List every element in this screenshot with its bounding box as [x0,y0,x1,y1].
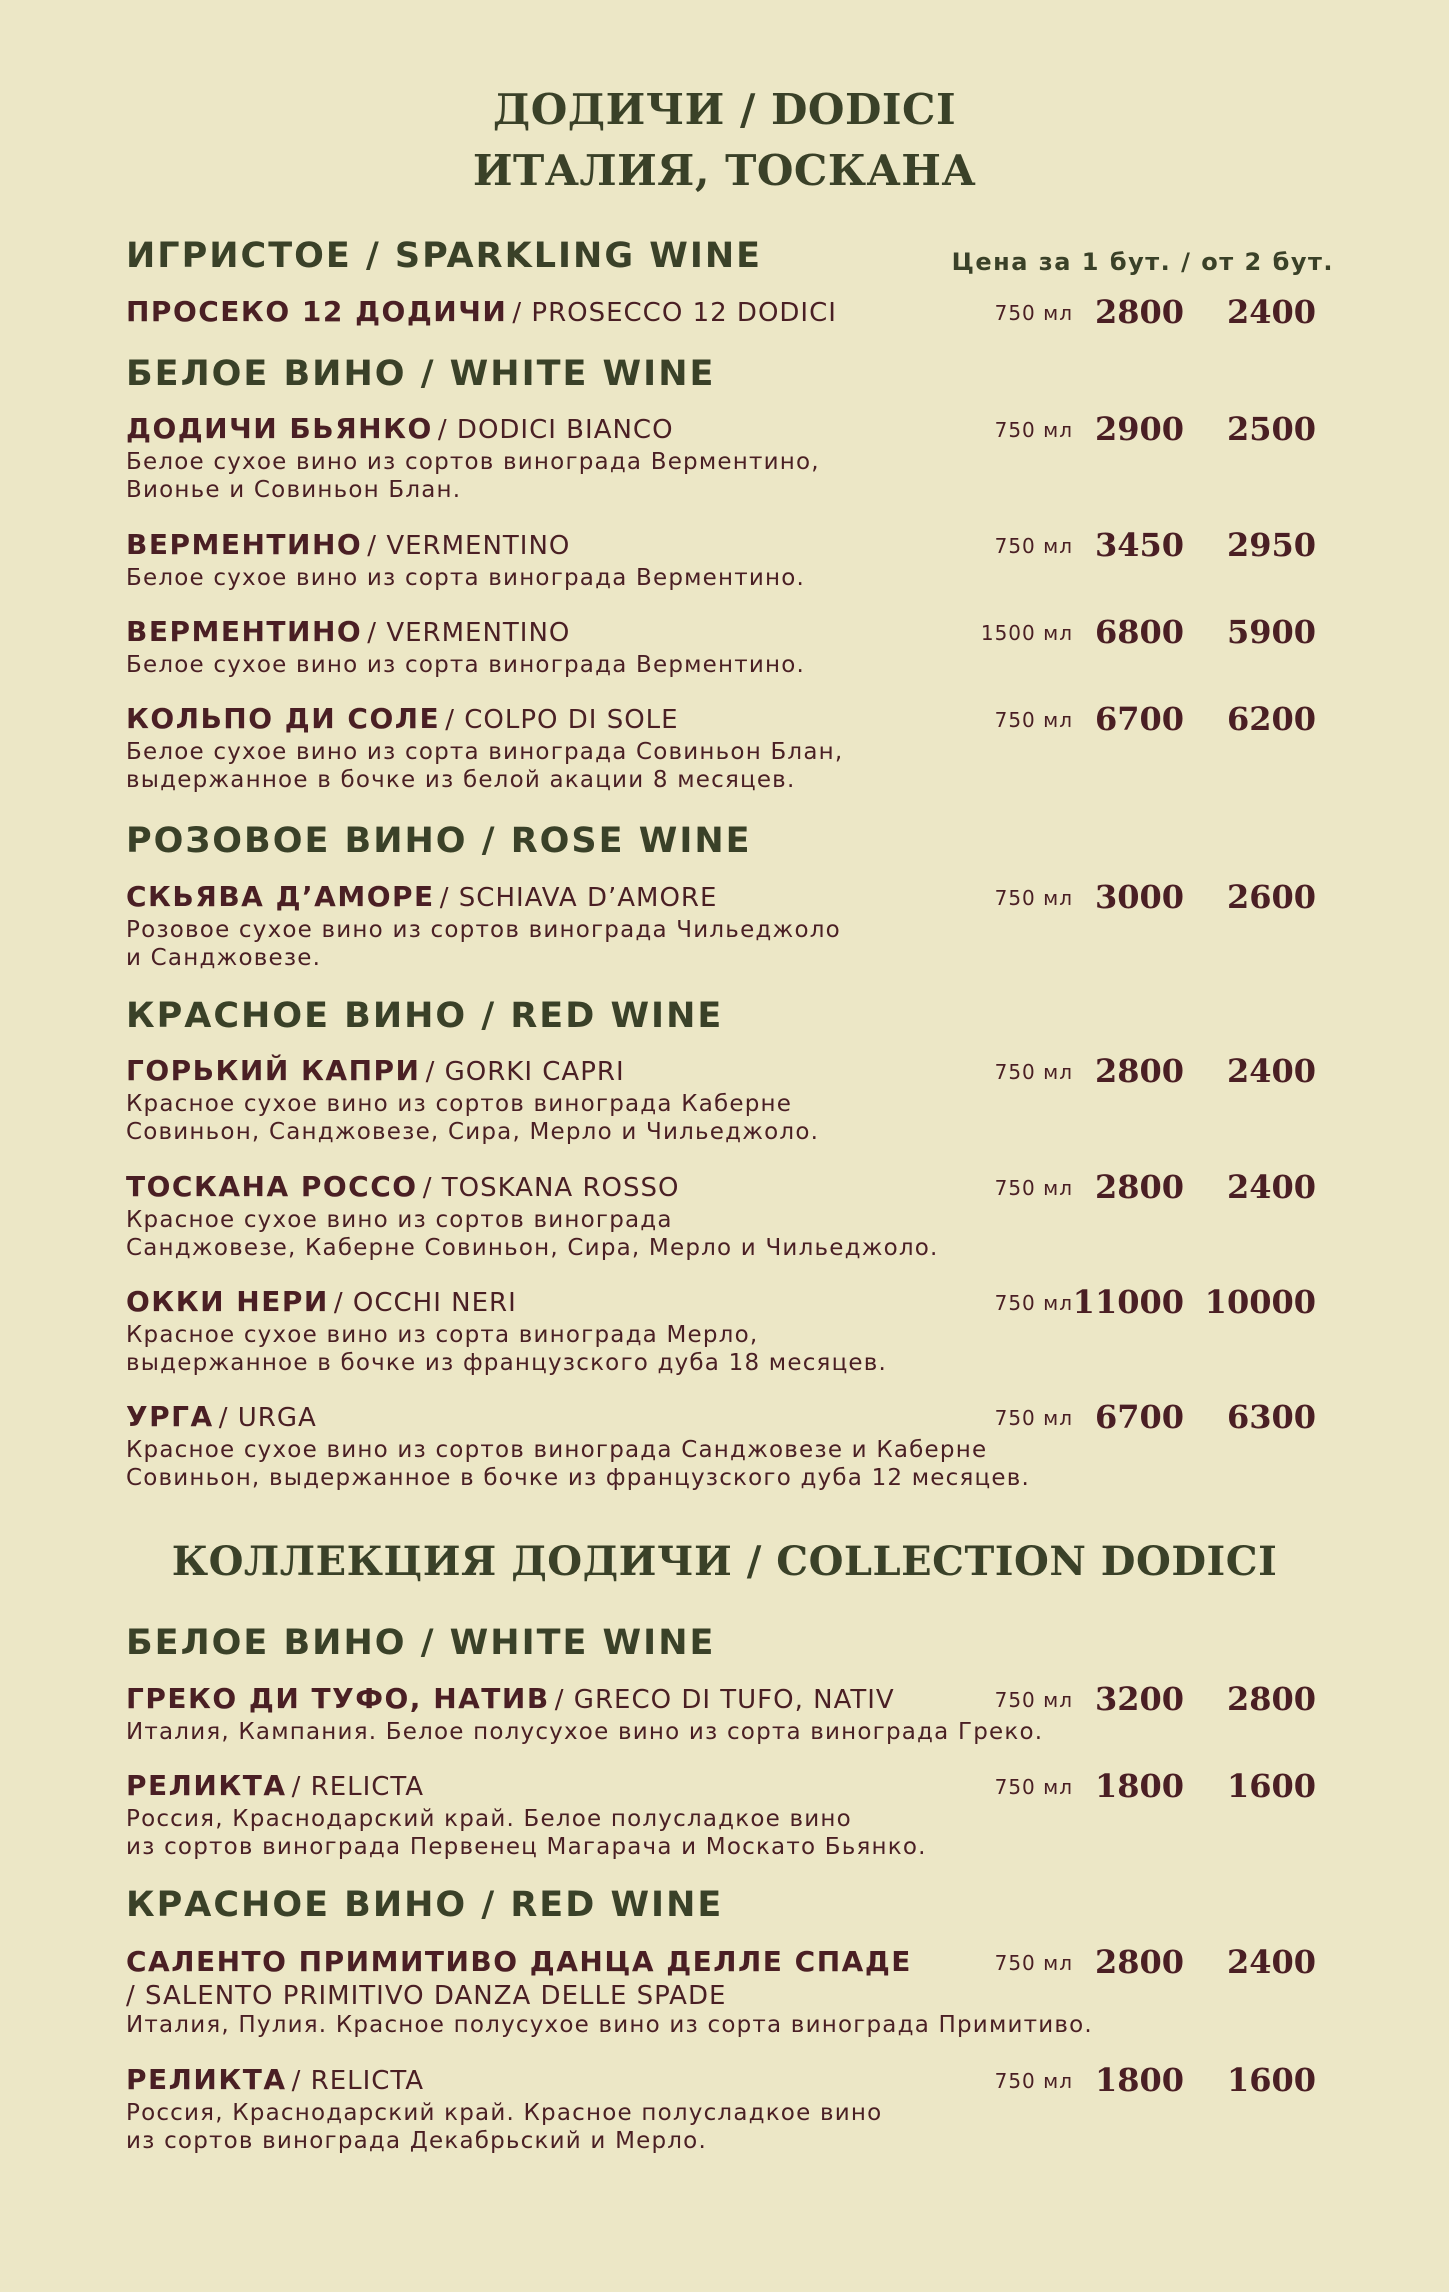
wine-volume: 750 мл [994,1688,1073,1712]
wine-item-bianco: ДОДИЧИ БЬЯНКО / DODICI BIANCO 750 мл 2900 2500 Белое сухое вино из сортов винограда Верментино, Вионье и Совиньон Блан. [126,412,1336,504]
wine-name: ГРЕКО ДИ ТУФО, НАТИВ [126,1682,550,1715]
wine-latin-name: VERMENTINO [386,531,571,561]
wine-description: Красное сухое вино из сорта винограда Мерло, [126,1322,759,1348]
price-two-bottles: 2400 [1226,293,1316,331]
wine-item-relicta-white: РЕЛИКТА / RELICTA 750 мл 1800 1600 Россия, Краснодарский край. Белое полусладкое вино из сортов винограда Первенец Магарача и Москато Бьянко. [126,1769,1336,1861]
price-one-bottle: 6800 [1094,613,1184,651]
wine-volume: 750 мл [994,534,1073,558]
price-one-bottle: 1800 [1094,1767,1184,1805]
wine-item-occhi-neri: ОККИ НЕРИ / OCCHI NERI 750 мл 11000 10000 Красное сухое вино из сорта винограда Мерло, выдержанное в бочке из французского дуба 18 месяцев. [126,1285,1336,1377]
price-one-bottle: 2900 [1094,410,1184,448]
wine-latin-name: RELICTA [310,1772,425,1802]
wine-name: РЕЛИКТА [126,1769,287,1802]
price-two-bottles: 6200 [1226,700,1316,738]
price-two-bottles: 2500 [1226,410,1316,448]
wine-name: ВЕРМЕНТИНО [126,528,363,561]
wine-name: РЕЛИКТА [126,2063,287,2096]
price-column-header: Цена за 1 бут. / от 2 бут. [951,248,1334,276]
wine-latin-name: GORKI CAPRI [444,1057,625,1087]
wine-volume: 750 мл [994,418,1073,442]
wine-volume: 1500 мл [980,621,1073,645]
wine-description: Россия, Краснодарский край. Белое полусладкое вино [126,1806,852,1832]
wine-volume: 750 мл [994,301,1073,325]
price-two-bottles: 2400 [1226,1943,1316,1981]
wine-name: КОЛЬПО ДИ СОЛЕ [126,702,441,735]
wine-latin-name: SCHIAVA D’AMORE [458,883,718,913]
page-title-region: ИТАЛИЯ, ТОСКАНА [472,146,977,195]
wine-name: УРГА [126,1400,214,1433]
price-two-bottles: 2950 [1226,526,1316,564]
wine-description: и Санджовезе. [126,945,322,971]
wine-description: Белое сухое вино из сорта винограда Верментино. [126,565,806,591]
wine-description: Италия, Пулия. Красное полусухое вино из сорта винограда Примитиво. [126,2012,1093,2038]
wine-name: ГОРЬКИЙ КАПРИ [126,1054,421,1087]
price-one-bottle: 11000 [1072,1283,1184,1321]
wine-volume: 750 мл [994,1775,1073,1799]
wine-volume: 750 мл [994,1406,1073,1430]
price-one-bottle: 6700 [1094,700,1184,738]
wine-volume: 750 мл [994,1951,1073,1975]
wine-description: Санджовезе, Каберне Совиньон, Сира, Мерло и Чильеджоло. [126,1235,939,1261]
wine-description: Красное сухое вино из сортов винограда Каберне [126,1091,793,1117]
price-two-bottles: 5900 [1226,613,1316,651]
wine-description: Совиньон, выдержанное в бочке из французского дуба 12 месяцев. [126,1465,1031,1491]
wine-name: ТОСКАНА РОССО [126,1170,418,1203]
price-two-bottles: 2400 [1226,1168,1316,1206]
price-one-bottle: 3000 [1094,878,1184,916]
price-two-bottles: 10000 [1204,1283,1316,1321]
price-one-bottle: 3450 [1094,526,1184,564]
collection-title: КОЛЛЕКЦИЯ ДОДИЧИ / COLLECTION DODICI [171,1538,1278,1585]
section-sparkling: ИГРИСТОЕ / SPARKLING WINE [126,236,763,276]
wine-description: Вионье и Совиньон Блан. [126,477,462,503]
wine-name: САЛЕНТО ПРИМИТИВО ДАНЦА ДЕЛЛЕ СПАДЕ [126,1945,912,1978]
wine-volume: 750 мл [994,2069,1073,2093]
wine-volume: 750 мл [994,1176,1073,1200]
price-one-bottle: 2800 [1094,293,1184,331]
wine-latin-name: COLPO DI SOLE [464,705,679,735]
wine-latin-name: OCCHI NERI [352,1288,517,1318]
wine-latin-name: GRECO DI TUFO, NATIV [573,1685,895,1715]
section-rose: РОЗОВОЕ ВИНО / ROSE WINE [126,821,752,861]
wine-latin-name: DODICI BIANCO [456,415,674,445]
wine-item-relicta-red: РЕЛИКТА / RELICTA 750 мл 1800 1600 Россия, Краснодарский край. Красное полусладкое вино из сортов винограда Декабрьский и Мерло. [126,2063,1336,2155]
wine-item-colpo-di-sole: КОЛЬПО ДИ СОЛЕ / COLPO DI SOLE 750 мл 6700 6200 Белое сухое вино из сорта винограда Совиньон Блан, выдержанное в бочке из белой акации 8 месяцев. [126,702,1336,794]
price-two-bottles: 1600 [1226,1767,1316,1805]
wine-description: Италия, Кампания. Белое полусухое вино из сорта винограда Греко. [126,1719,1044,1745]
wine-description: выдержанное в бочке из белой акации 8 месяцев. [126,767,796,793]
wine-volume: 750 мл [994,1291,1073,1315]
wine-description: Белое сухое вино из сорта винограда Верментино. [126,652,806,678]
wine-latin-name: TOSKANA ROSSO [441,1173,680,1203]
wine-item-prosecco: ПРОСЕКО 12 ДОДИЧИ / PROSECCO 12 DODICI 750 мл 2800 2400 [126,293,1316,331]
wine-description: выдержанное в бочке из французского дуба 18 месяцев. [126,1350,888,1376]
wine-description: из сортов винограда Первенец Магарача и Москато Бьянко. [126,1834,927,1860]
price-two-bottles: 1600 [1226,2061,1316,2099]
wine-latin-name: VERMENTINO [386,618,571,648]
wine-description: Совиньон, Санджовезе, Сира, Мерло и Чильеджоло. [126,1119,820,1145]
wine-description: Красное сухое вино из сортов винограда Санджовезе и Каберне [126,1437,988,1463]
wine-volume: 750 мл [994,886,1073,910]
wine-description: Красное сухое вино из сортов винограда [126,1207,673,1233]
price-two-bottles: 2600 [1226,878,1316,916]
wine-name: СКЬЯВА Д’АМОРЕ [126,880,435,913]
wine-description: Белое сухое вино из сортов винограда Верментино, [126,449,820,475]
wine-item-toscana-rosso: ТОСКАНА РОССО / TOSKANA ROSSO 750 мл 2800 2400 Красное сухое вино из сортов винограда Санджовезе, Каберне Совиньон, Сира, Мерло и Чильеджоло. [126,1170,1336,1262]
section-collection-white: БЕЛОЕ ВИНО / WHITE WINE [126,1623,716,1663]
wine-description: Россия, Краснодарский край. Красное полусладкое вино [126,2100,883,2126]
wine-name: ВЕРМЕНТИНО [126,615,363,648]
wine-description: Белое сухое вино из сорта винограда Совиньон Блан, [126,739,844,765]
section-red: КРАСНОЕ ВИНО / RED WINE [126,996,724,1036]
wine-item-vermentino-1500: ВЕРМЕНТИНО / VERMENTINO 1500 мл 6800 5900 Белое сухое вино из сорта винограда Верментино. [126,615,1336,679]
price-one-bottle: 2800 [1094,1052,1184,1090]
wine-item-schiava: СКЬЯВА Д’АМОРЕ / SCHIAVA D’AMORE 750 мл 3000 2600 Розовое сухое вино из сортов винограда Чильеджоло и Санджовезе. [126,880,1336,972]
wine-item-greco-di-tufo: ГРЕКО ДИ ТУФО, НАТИВ / GRECO DI TUFO, NATIV 750 мл 3200 2800 Италия, Кампания. Белое полусухое вино из сорта винограда Греко. [126,1682,1336,1746]
wine-latin-name: RELICTA [310,2066,425,2096]
wine-item-gorki-capri: ГОРЬКИЙ КАПРИ / GORKI CAPRI 750 мл 2800 2400 Красное сухое вино из сортов винограда Каберне Совиньон, Санджовезе, Сира, Мерло и Чильеджоло. [126,1054,1336,1146]
price-two-bottles: 6300 [1226,1398,1316,1436]
wine-name: ДОДИЧИ БЬЯНКО [126,412,433,445]
price-one-bottle: 6700 [1094,1398,1184,1436]
wine-latin-name: URGA [237,1403,317,1433]
wine-latin-name: / SALENTO PRIMITIVO DANZA DELLE SPADE [126,1981,727,2011]
wine-item-vermentino: ВЕРМЕНТИНО / VERMENTINO 750 мл 3450 2950 Белое сухое вино из сорта винограда Верментино. [126,528,1336,592]
price-two-bottles: 2400 [1226,1052,1316,1090]
section-collection-red: КРАСНОЕ ВИНО / RED WINE [126,1885,724,1925]
wine-description: из сортов винограда Декабрьский и Мерло. [126,2128,707,2154]
wine-name: ПРОСЕКО 12 ДОДИЧИ [126,295,508,328]
price-one-bottle: 2800 [1094,1943,1184,1981]
wine-volume: 750 мл [994,708,1073,732]
wine-volume: 750 мл [994,1060,1073,1084]
section-white: БЕЛОЕ ВИНО / WHITE WINE [126,354,716,394]
price-one-bottle: 1800 [1094,2061,1184,2099]
wine-latin-name: PROSECCO 12 DODICI [531,298,837,328]
price-two-bottles: 2800 [1226,1680,1316,1718]
wine-item-salento-primitivo [126,1945,1336,2039]
price-one-bottle: 2800 [1094,1168,1184,1206]
wine-item-urga: УРГА / URGA 750 мл 6700 6300 Красное сухое вино из сортов винограда Санджовезе и Каберне Совиньон, выдержанное в бочке из французского дуба 12 месяцев. [126,1400,1336,1492]
wine-description: Розовое сухое вино из сортов винограда Чильеджоло [126,917,841,943]
wine-name: ОККИ НЕРИ [126,1285,329,1318]
page-title-producer: ДОДИЧИ / DODICI [492,85,957,134]
price-one-bottle: 3200 [1094,1680,1184,1718]
